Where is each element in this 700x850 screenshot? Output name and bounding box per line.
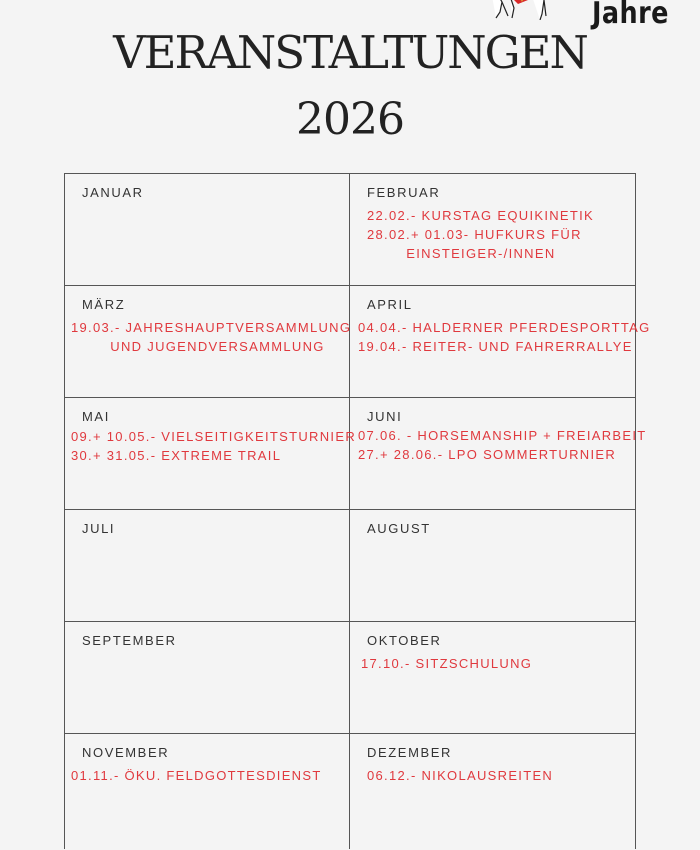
event-item: EINSTEIGER-/INNEN (367, 246, 556, 261)
event-list (71, 318, 352, 356)
event-item: 28.02.+ 01.03- HUFKURS FÜR (367, 227, 582, 242)
event-item: 19.04.- REITER- UND FAHRERRALLYE (358, 339, 633, 354)
event-item: 19.03.- JAHRESHAUPTVERSAMMLUNG (71, 320, 352, 335)
page-year: 2026 (296, 94, 404, 145)
event-item: 17.10.- SITZSCHULUNG (361, 656, 533, 671)
event-item: 04.04.- HALDERNER PFERDESPORTTAG (358, 320, 651, 335)
event-list (367, 766, 635, 785)
month-label: FEBRUAR (367, 185, 441, 200)
month-label: MÄRZ (82, 297, 126, 312)
month-label: OKTOBER (367, 633, 442, 648)
month-cell-august (350, 510, 635, 622)
logo-text: Jahre (592, 0, 669, 31)
event-item: 27.+ 28.06.- LPO SOMMERTURNIER (358, 447, 617, 462)
event-item: 06.12.- NIKOLAUSREITEN (367, 768, 554, 783)
month-cell-november (65, 734, 350, 849)
event-list (358, 318, 651, 356)
month-cell-maerz (65, 286, 350, 398)
month-label: SEPTEMBER (82, 633, 177, 648)
month-label: DEZEMBER (367, 745, 453, 760)
event-item: UND JUGENDVERSAMMLUNG (71, 339, 325, 354)
event-item: 09.+ 10.05.- VIELSEITIGKEITSTURNIER (71, 429, 357, 444)
month-label: JUNI (367, 409, 403, 424)
month-cell-februar (350, 174, 635, 286)
month-cell-september (65, 622, 350, 734)
event-item: 01.11.- ÖKU. FELDGOTTESDIENST (71, 768, 322, 783)
month-label: NOVEMBER (82, 745, 170, 760)
event-list (71, 766, 349, 785)
month-cell-april (350, 286, 651, 398)
month-cell-dezember (350, 734, 635, 849)
event-list (71, 427, 357, 465)
month-label: APRIL (367, 297, 413, 312)
month-cell-juni (350, 398, 647, 510)
horse-riders-icon (488, 0, 558, 20)
anniversary-logo (488, 0, 700, 31)
event-item: 30.+ 31.05.- EXTREME TRAIL (71, 448, 282, 463)
events-calendar-grid (64, 173, 651, 849)
month-label: JULI (82, 521, 116, 536)
event-list (367, 206, 635, 263)
month-label: JANUAR (82, 185, 144, 200)
event-item: 07.06. - HORSEMANSHIP + FREIARBEIT (358, 428, 647, 443)
month-label: MAI (82, 409, 110, 424)
month-cell-oktober (350, 622, 635, 734)
month-cell-januar (65, 174, 350, 286)
month-cell-juli (65, 510, 350, 622)
event-list (361, 654, 635, 673)
event-item: 22.02.- KURSTAG EQUIKINETIK (367, 208, 595, 223)
month-label: AUGUST (367, 521, 431, 536)
event-list (358, 426, 647, 464)
page-title: VERANSTALTUNGEN (113, 26, 587, 79)
month-cell-mai (65, 398, 357, 510)
